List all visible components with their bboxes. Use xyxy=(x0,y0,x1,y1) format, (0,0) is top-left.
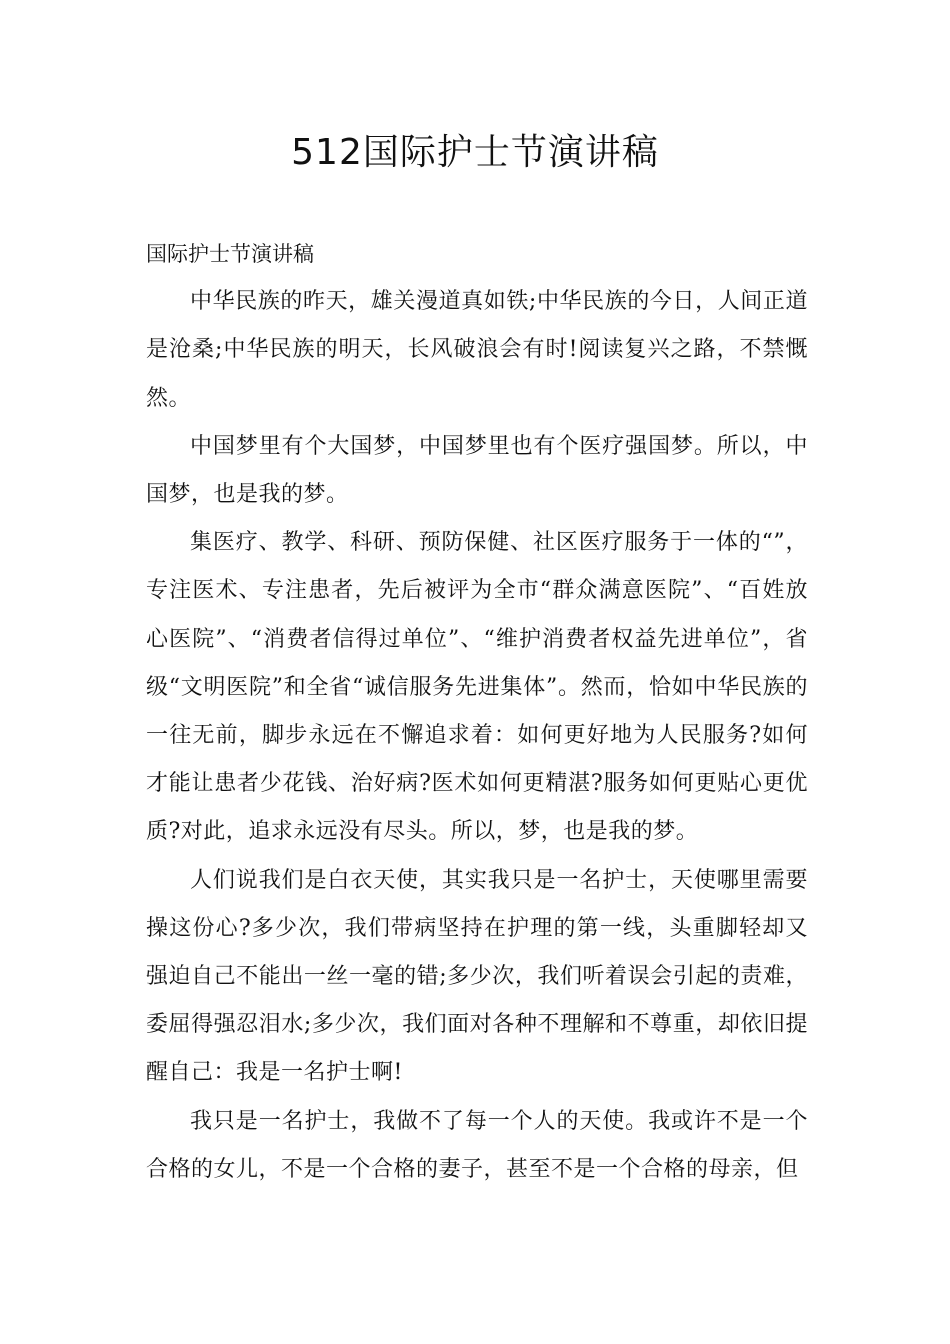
paragraph-2: 中国梦里有个大国梦，中国梦里也有个医疗强国梦。所以，中国梦，也是我的梦。 xyxy=(146,433,808,508)
paragraph-3: 集医疗、教学、科研、预防保健、社区医疗服务于一体的“”，专注医术、专注患者，先后被评为全市“群众满意医院”、“百姓放心医院”、“消费者信得过单位”、“维护消费者权益先进单位”，省级“文明医院”和全省“诚信服务先进集体”。然而，恰如中华民族的一往无前，脚步永远在不懈追求着：如何更好地为人民服务?如何才能让患者少花钱、治好病?医术如何更精湛?服务如何更贴心更优质?对此，追求永远没有尽头。所以，梦，也是我的梦。 xyxy=(146,530,808,845)
document-title: 512国际护士节演讲稿 xyxy=(291,132,659,173)
paragraph-4: 人们说我们是白衣天使，其实我只是一名护士，天使哪里需要操这份心?多少次，我们带病坚持在护理的第一线，头重脚轻却又强迫自己不能出一丝一毫的错;多少次，我们听着误会引起的责难，委屈得强忍泪水;多少次，我们面对各种不理解和不尊重，却依旧提醒自己：我是一名护士啊! xyxy=(146,867,808,1086)
paragraph-5: 我只是一名护士，我做不了每一个人的天使。我或许不是一个合格的女儿，不是一个合格的妻子，甚至不是一个合格的母亲，但 xyxy=(146,1108,808,1182)
document-subtitle: 国际护士节演讲稿 xyxy=(146,242,314,266)
document-body xyxy=(146,230,808,1194)
paragraph-1: 中华民族的昨天，雄关漫道真如铁;中华民族的今日，人间正道是沧桑;中华民族的明天，长风破浪会有时!阅读复兴之路，不禁慨然。 xyxy=(146,289,808,411)
